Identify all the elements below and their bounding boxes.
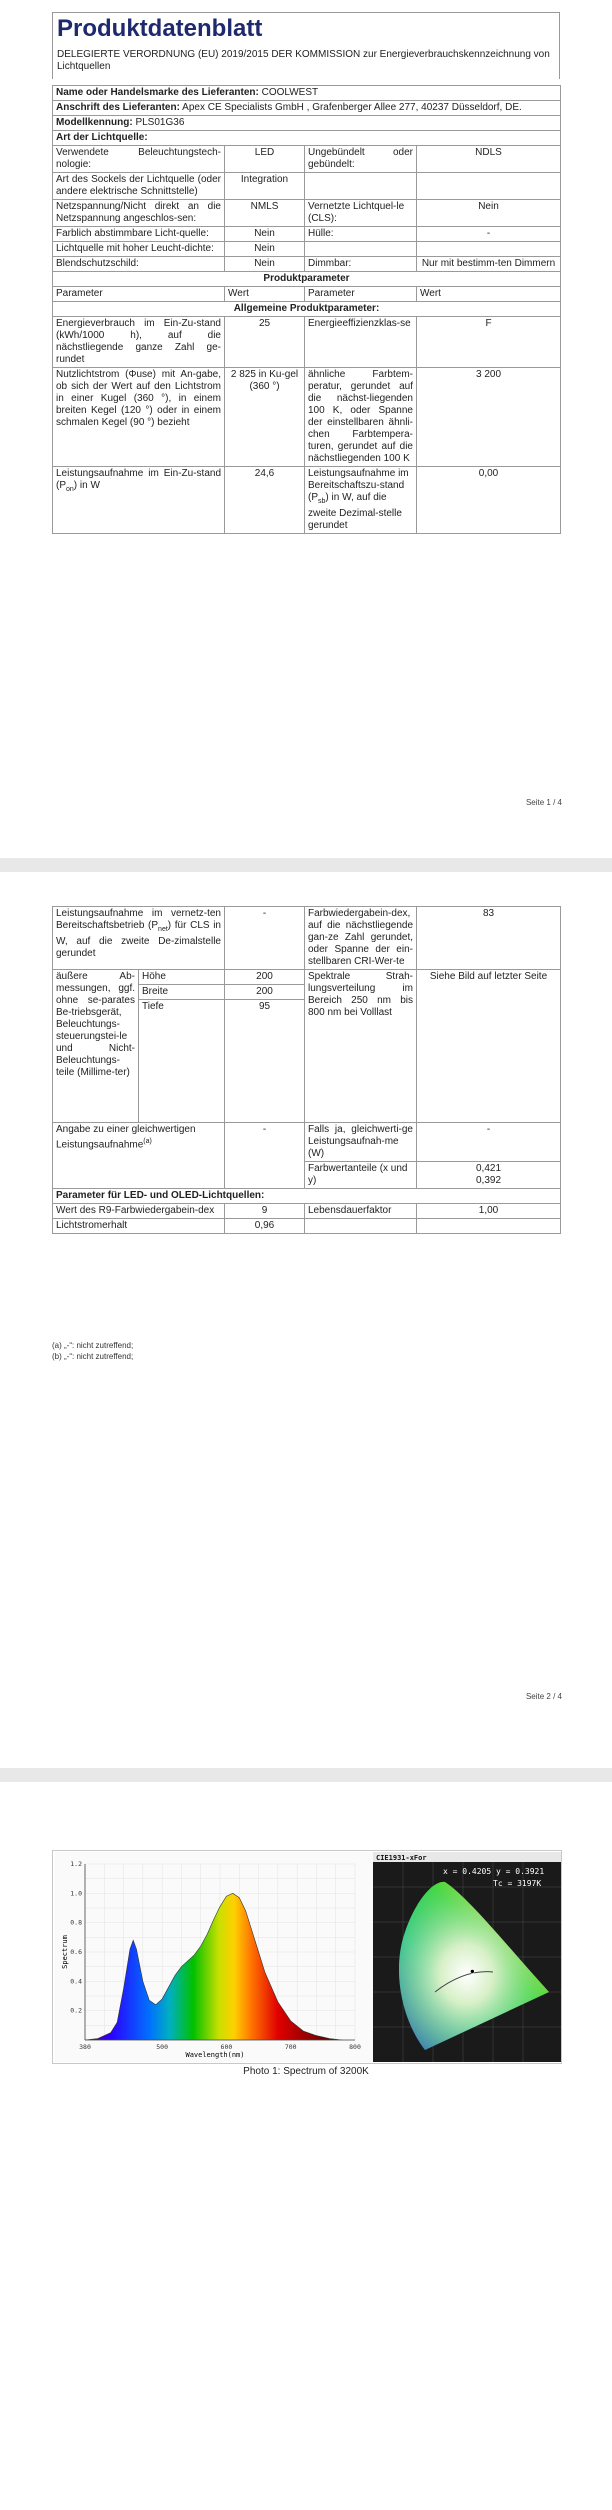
param-value: - bbox=[225, 1123, 305, 1189]
param-value: - bbox=[417, 1123, 561, 1162]
param-value: 0,421 0,392 bbox=[417, 1162, 561, 1189]
param-name-tail: ) in W bbox=[73, 480, 100, 491]
page-2 bbox=[0, 872, 612, 1768]
param-name: Farbwertanteile (x und y) bbox=[305, 1162, 417, 1189]
model-row bbox=[53, 116, 561, 131]
param-row bbox=[53, 1204, 561, 1219]
param-value: 3 200 bbox=[417, 368, 561, 467]
ls-param: Hülle: bbox=[305, 227, 417, 242]
cie-tc-annotation: Tc = 3197K bbox=[493, 1879, 542, 1888]
height-label: Höhe bbox=[139, 970, 225, 985]
param-value: F bbox=[417, 317, 561, 368]
param-sub: sb bbox=[318, 498, 326, 505]
param-name-text: Leistungsaufnahme im vernetz-ten Bereitschaftsbetrieb (P bbox=[56, 908, 221, 931]
y-tick-label: 1.0 bbox=[70, 1889, 82, 1898]
ls-param: Blendschutzschild: bbox=[53, 257, 225, 272]
cie-title: CIE1931-xFor bbox=[376, 1854, 427, 1862]
param-value: 83 bbox=[417, 907, 561, 970]
ls-row bbox=[53, 200, 561, 227]
param-name bbox=[305, 1219, 417, 1234]
param-row bbox=[53, 1219, 561, 1234]
param-sub: on bbox=[66, 486, 74, 493]
y-tick-label: 0.2 bbox=[70, 2006, 82, 2015]
footnote-ref: (a) bbox=[143, 1138, 152, 1145]
section-title: Produktparameter bbox=[53, 272, 561, 287]
param-row bbox=[53, 467, 561, 534]
param-name-tail: ) für CLS in W, auf die zweite De-zimalstelle gerundet bbox=[56, 920, 221, 959]
page-1 bbox=[0, 0, 612, 858]
param-value: 2 825 in Ku-gel (360 °) bbox=[225, 368, 305, 467]
col-header-value2: Wert bbox=[417, 287, 561, 302]
col-header-param2: Parameter bbox=[305, 287, 417, 302]
ls-row bbox=[53, 146, 561, 173]
ls-row bbox=[53, 242, 561, 257]
y-tick-label: 0.6 bbox=[70, 1948, 82, 1956]
ls-param: Netzspannung/Nicht direkt an die Netzspannung angeschlos-sen: bbox=[53, 200, 225, 227]
param-value: 24,6 bbox=[225, 467, 305, 534]
ls-row bbox=[53, 257, 561, 272]
param-sub: net bbox=[158, 926, 168, 933]
ls-value: Nur mit bestimm-ten Dimmern bbox=[417, 257, 561, 272]
photo-caption: Photo 1: Spectrum of 3200K bbox=[243, 2066, 369, 2077]
ls-value: Nein bbox=[225, 257, 305, 272]
ls-param: Art des Sockels der Lichtquelle (oder andere elektrische Schnittstelle) bbox=[53, 173, 225, 200]
footnote-b: (b) „-“: nicht zutreffend; bbox=[52, 1352, 134, 1361]
param-row bbox=[53, 317, 561, 368]
param-value: 1,00 bbox=[417, 1204, 561, 1219]
x-tick-label: 380 bbox=[79, 2043, 91, 2051]
param-name: Wert des R9-Farbwiedergabein-dex bbox=[53, 1204, 225, 1219]
led-section-row bbox=[53, 1189, 561, 1204]
ls-value: Nein bbox=[417, 200, 561, 227]
chromaticity-point bbox=[470, 1969, 474, 1973]
x-axis-label: Wavelength(nm) bbox=[185, 2051, 245, 2059]
ls-value: - bbox=[417, 227, 561, 242]
cie-diagram bbox=[373, 1852, 561, 2062]
y-tick-label: 1.2 bbox=[70, 1860, 82, 1868]
param-name bbox=[305, 467, 417, 534]
supplier-name: COOLWEST bbox=[261, 87, 319, 98]
supplier-address-row bbox=[53, 101, 561, 116]
param-name: Energieeffizienzklas-se bbox=[305, 317, 417, 368]
param-row bbox=[53, 907, 561, 970]
param-name: Nutzlichtstrom (Φuse) mit An-gabe, ob sich der Wert auf den Lichtstrom in einer Kugel (360 °), in einem breiten Kegel (120 °) oder in einem schmalen Kegel (90 °) bezieht bbox=[53, 368, 225, 467]
param-name-tail: ) in W, auf die zweite Dezimal-stelle gerundet bbox=[308, 492, 402, 531]
dimensions-label: äußere Ab-messungen, ggf. ohne se-parates Be-triebsgerät, Beleuchtungs-steuerungstei-le und Nicht-Beleuchtungs-teile (Millime-ter) bbox=[53, 970, 139, 1123]
ls-value: Integration bbox=[225, 173, 305, 200]
param-value: 0,00 bbox=[417, 467, 561, 534]
param-row bbox=[53, 1123, 561, 1162]
ls-param bbox=[305, 173, 417, 200]
depth-label: Tiefe bbox=[139, 1000, 225, 1123]
general-params-row bbox=[53, 302, 561, 317]
x-tick-label: 800 bbox=[349, 2043, 361, 2051]
page-title: Produktdatenblatt bbox=[57, 15, 263, 42]
param-value: 0,96 bbox=[225, 1219, 305, 1234]
page-3 bbox=[0, 1782, 612, 2510]
model-label: Modellkennung: bbox=[56, 117, 133, 128]
param-name-text: Leistungsaufnahme im Bereitschaftszu-stand (P bbox=[308, 468, 409, 503]
param-value bbox=[417, 1219, 561, 1234]
ls-row bbox=[53, 227, 561, 242]
cie-xy-annotation: x = 0.4205 y = 0.3921 bbox=[443, 1867, 545, 1876]
ls-param: Lichtquelle mit hoher Leucht-dichte: bbox=[53, 242, 225, 257]
ls-value: NMLS bbox=[225, 200, 305, 227]
param-name: ähnliche Farbtem-peratur, gerundet auf die nächst-liegenden 100 K, oder Spanne der einstellbaren ähnli-chen Farbtempera-turen, gerundet auf die nächstliegenden 100 K bbox=[305, 368, 417, 467]
supplier-name-row bbox=[53, 86, 561, 101]
col-header-param: Parameter bbox=[53, 287, 225, 302]
param-name bbox=[53, 467, 225, 534]
param-value: - bbox=[225, 907, 305, 970]
light-source-header: Art der Lichtquelle: bbox=[53, 131, 561, 146]
ls-value bbox=[417, 242, 561, 257]
ls-value: NDLS bbox=[417, 146, 561, 173]
ls-param: Ungebündelt oder gebündelt: bbox=[305, 146, 417, 173]
y-axis-label: Spectrum bbox=[61, 1935, 69, 1969]
supplier-table bbox=[52, 85, 561, 534]
height-value: 200 bbox=[225, 970, 305, 985]
param-value: 25 bbox=[225, 317, 305, 368]
width-label: Breite bbox=[139, 985, 225, 1000]
page-number: Seite 2 / 4 bbox=[525, 1692, 562, 1701]
depth-value: 95 bbox=[225, 1000, 305, 1123]
ls-value: Nein bbox=[225, 227, 305, 242]
y-tick-label: 0.4 bbox=[70, 1977, 82, 1986]
param-name-text: Angabe zu einer gleichwertigen Leistungsaufnahme bbox=[56, 1124, 196, 1151]
model-id: PLS01G36 bbox=[135, 117, 185, 128]
led-section-title: Parameter für LED- und OLED-Lichtquellen: bbox=[53, 1189, 561, 1204]
ls-param bbox=[305, 242, 417, 257]
param-name: Energieverbrauch im Ein-Zu-stand (kWh/1000 h), auf die nächstliegende ganze Zahl ge-rundet bbox=[53, 317, 225, 368]
param-name bbox=[53, 1123, 225, 1189]
param-name: Lichtstromerhalt bbox=[53, 1219, 225, 1234]
regulation-text: DELEGIERTE VERORDNUNG (EU) 2019/2015 DER KOMMISSION zur Energieverbrauchskennzeichnung von Lichtquellen bbox=[57, 49, 550, 72]
ls-param: Verwendete Beleuchtungstech-nologie: bbox=[53, 146, 225, 173]
dimensions-row bbox=[53, 970, 561, 985]
spectral-label: Spektrale Strah-lungsverteilung im Bereich 250 nm bis 800 nm bei Volllast bbox=[305, 970, 417, 1123]
section-title-row bbox=[53, 272, 561, 287]
param-name-text: Leistungsaufnahme im Ein-Zu-stand (P bbox=[56, 468, 221, 491]
supplier-name-label: Name oder Handelsmarke des Lieferanten: bbox=[56, 87, 259, 98]
ls-value bbox=[417, 173, 561, 200]
param-name bbox=[53, 907, 225, 970]
page-number: Seite 1 / 4 bbox=[525, 798, 562, 807]
param-row bbox=[53, 368, 561, 467]
column-header-row bbox=[53, 287, 561, 302]
x-tick-label: 600 bbox=[220, 2043, 233, 2051]
y-tick-label: 0.8 bbox=[70, 1918, 82, 1927]
ls-value: LED bbox=[225, 146, 305, 173]
width-value: 200 bbox=[225, 985, 305, 1000]
ls-value: Nein bbox=[225, 242, 305, 257]
ls-param: Farblich abstimmbare Licht-quelle: bbox=[53, 227, 225, 242]
footnotes bbox=[52, 1340, 133, 1362]
x-tick-label: 700 bbox=[284, 2043, 297, 2051]
spectrum-chart bbox=[55, 1852, 373, 2062]
param-value: 9 bbox=[225, 1204, 305, 1219]
param-name: Farbwiedergabein-dex, auf die nächstliegende gan-ze Zahl gerundet, oder Spanne der ein-stellbaren CRI-Wer-te bbox=[305, 907, 417, 970]
ls-param: Vernetzte Lichtquel-le (CLS): bbox=[305, 200, 417, 227]
ls-param: Dimmbar: bbox=[305, 257, 417, 272]
footnote-a: (a) „-“: nicht zutreffend; bbox=[52, 1341, 134, 1350]
supplier-address: Apex CE Specialists GmbH , Grafenberger Allee 277, 40237 Düsseldorf, DE. bbox=[182, 102, 522, 113]
param-name: Falls ja, gleichwerti-ge Leistungsaufnah-me (W) bbox=[305, 1123, 417, 1162]
x-tick-label: 500 bbox=[156, 2043, 169, 2051]
params-table-continued bbox=[52, 906, 561, 1234]
general-params-title: Allgemeine Produktparameter: bbox=[53, 302, 561, 317]
light-source-header-row bbox=[53, 131, 561, 146]
spectral-value: Siehe Bild auf letzter Seite bbox=[417, 970, 561, 1123]
title-box bbox=[52, 12, 560, 79]
col-header-value: Wert bbox=[225, 287, 305, 302]
supplier-address-label: Anschrift des Lieferanten: bbox=[56, 102, 180, 113]
param-name: Lebensdauerfaktor bbox=[305, 1204, 417, 1219]
spectrum-photo bbox=[52, 1850, 562, 2064]
ls-row bbox=[53, 173, 561, 200]
